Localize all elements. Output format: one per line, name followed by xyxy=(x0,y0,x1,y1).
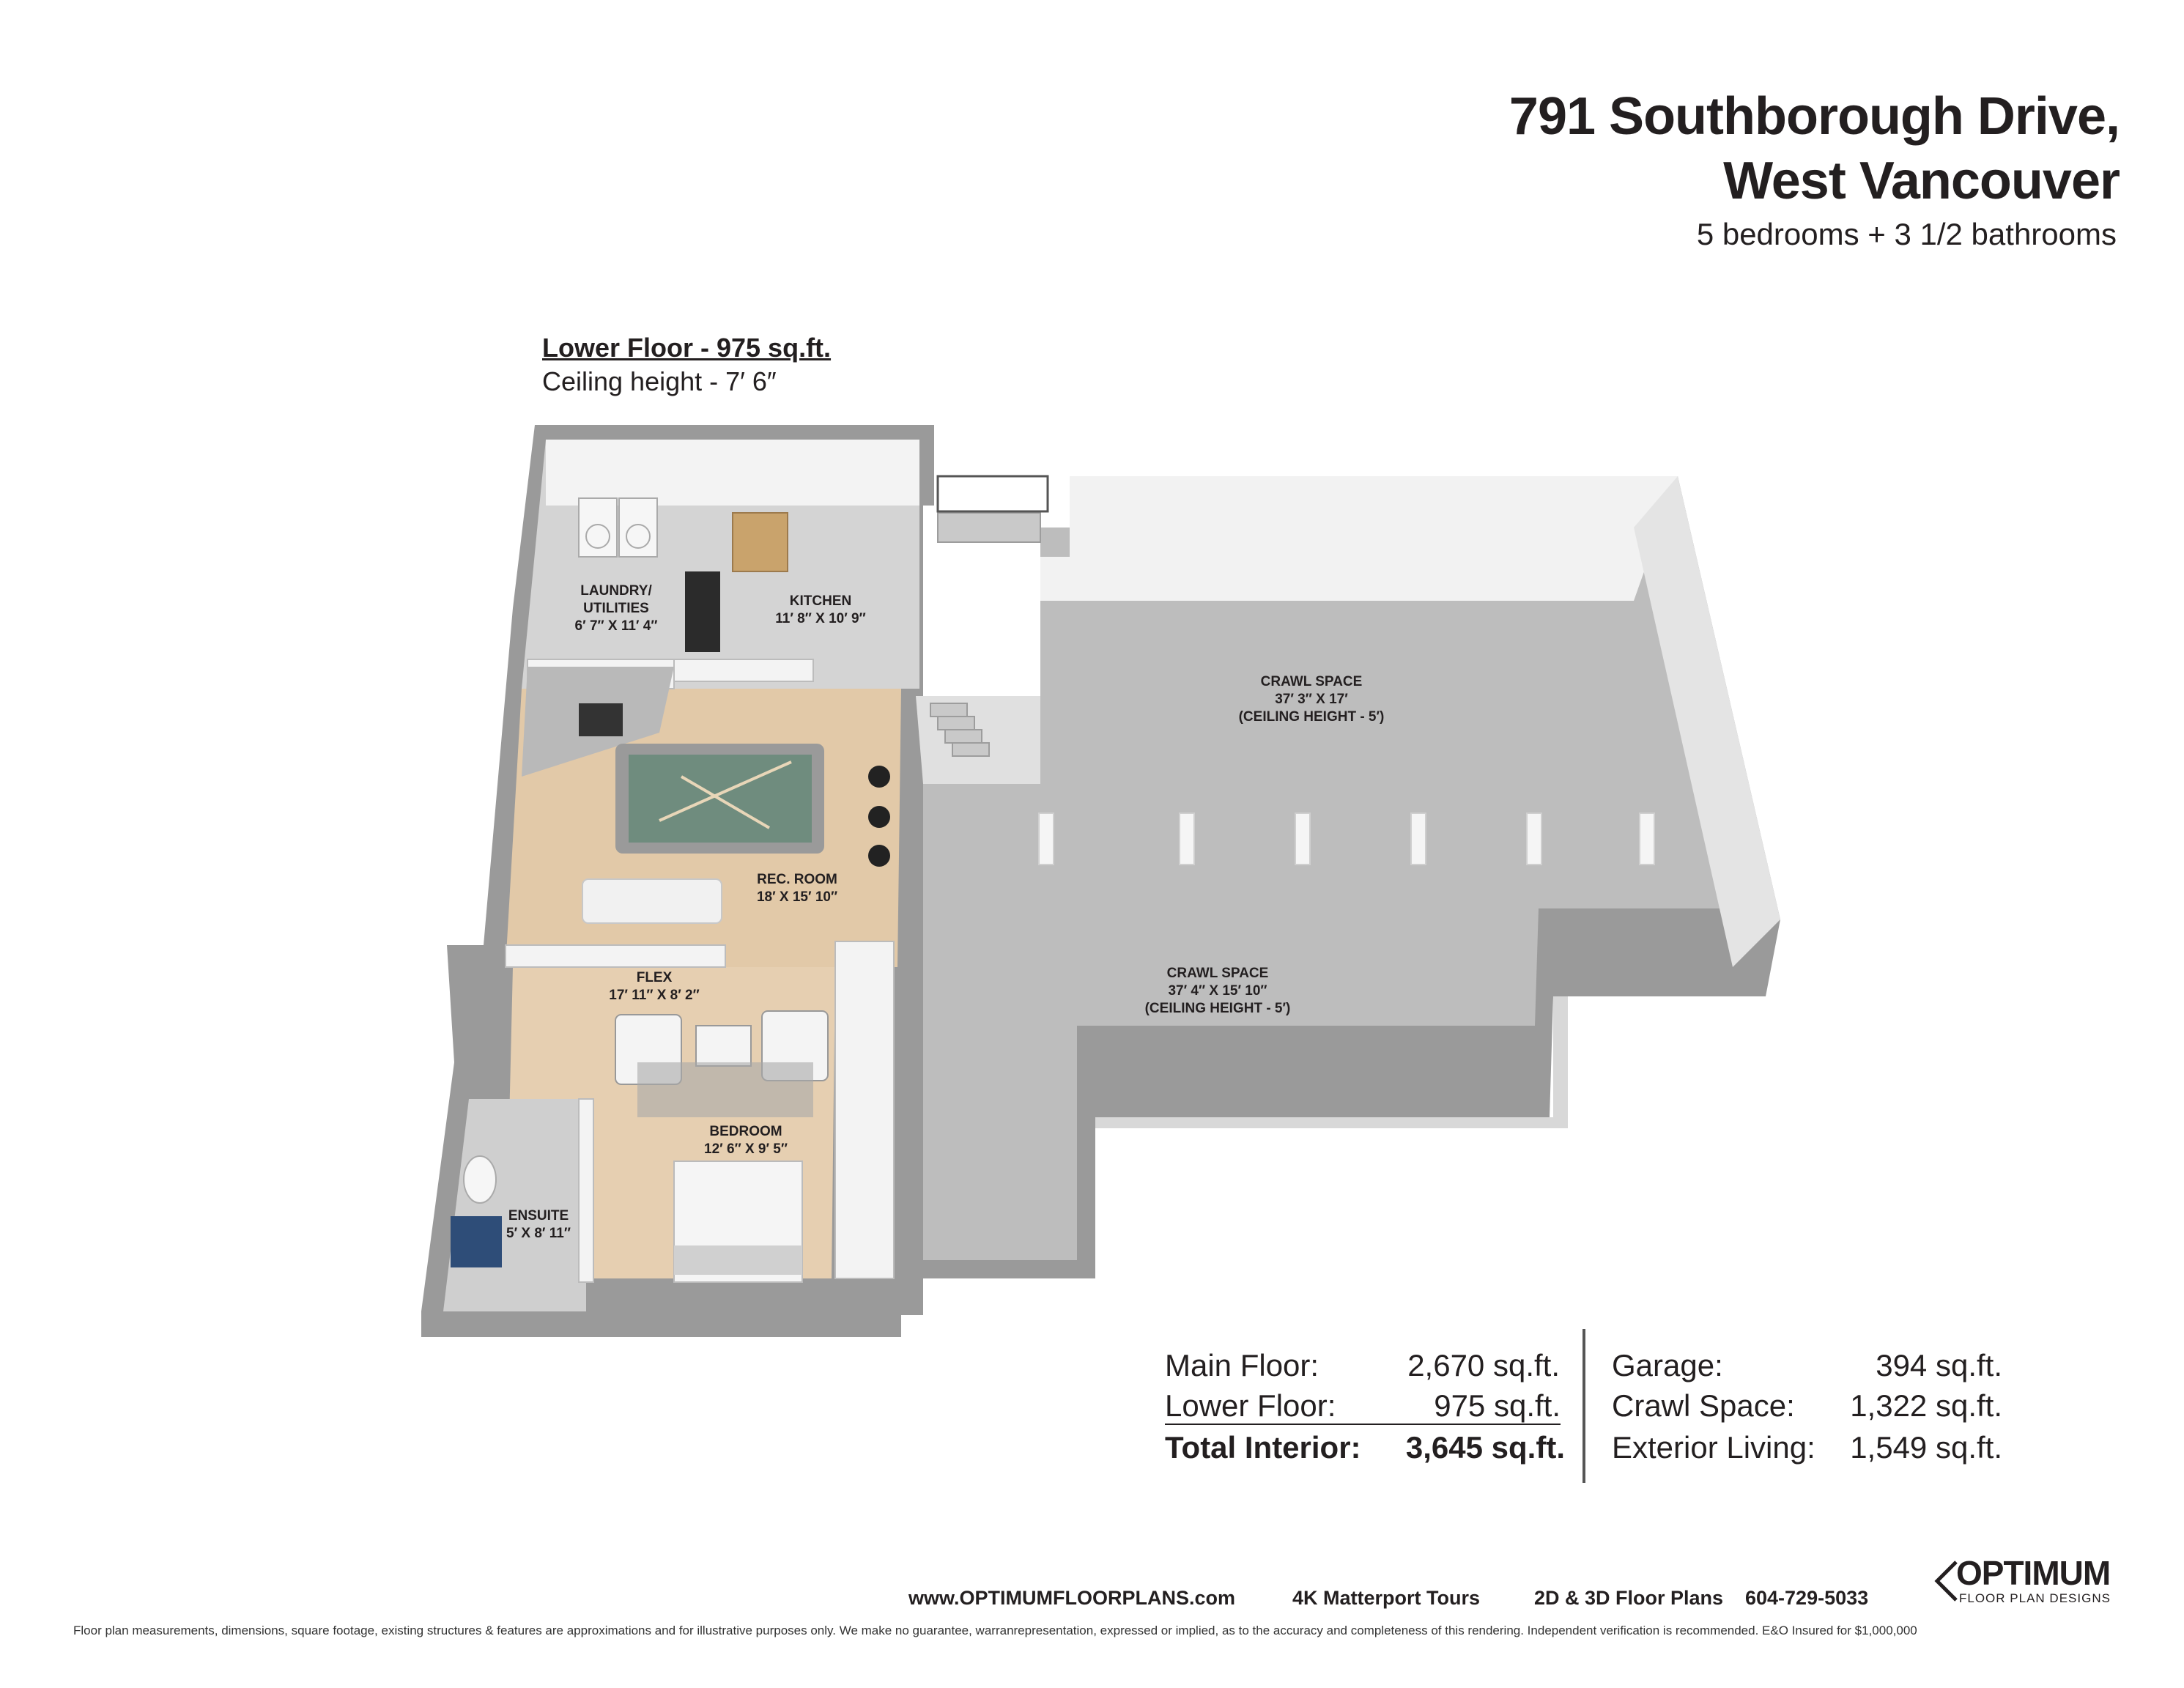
address-line-2: West Vancouver xyxy=(1723,152,2120,210)
svg-text:37′ 4″ X 15′ 10″: 37′ 4″ X 15′ 10″ xyxy=(1168,983,1267,999)
svg-text:CRAWL SPACE: CRAWL SPACE xyxy=(1260,674,1363,689)
svg-text:17′ 11″ X 8′ 2″: 17′ 11″ X 8′ 2″ xyxy=(609,988,700,1003)
floor-title: Lower Floor - 975 sq.ft. xyxy=(542,333,832,363)
utility-back-wall xyxy=(546,440,919,506)
fridge xyxy=(685,571,720,652)
website-link[interactable]: www.OPTIMUMFLOORPLANS.com xyxy=(908,1587,1236,1609)
kitchen-cabinets xyxy=(733,513,788,571)
exterior-living-value: 1,549 sq.ft. xyxy=(1850,1430,2002,1465)
svg-text:18′ X 15′ 10″: 18′ X 15′ 10″ xyxy=(756,889,838,905)
svg-text:UTILITIES: UTILITIES xyxy=(583,601,649,616)
room-label-laundry xyxy=(575,583,658,634)
bar-stools xyxy=(868,766,890,867)
fireplace xyxy=(579,703,623,736)
table-divider xyxy=(1583,1329,1585,1483)
svg-text:6′ 7″ X 11′ 4″: 6′ 7″ X 11′ 4″ xyxy=(574,618,658,634)
lower-floor-row xyxy=(1165,1388,1561,1425)
bed-bath-summary: 5 bedrooms + 3 1/2 bathrooms xyxy=(1696,217,2117,251)
lower-floor-value: 975 sq.ft. xyxy=(1434,1388,1561,1423)
logo-wordmark: OPTIMUM xyxy=(1956,1554,2111,1592)
logo-subtitle: FLOOR PLAN DESIGNS xyxy=(1959,1591,2111,1605)
svg-text:FLEX: FLEX xyxy=(636,970,673,985)
main-floor-value: 2,670 sq.ft. xyxy=(1407,1348,1560,1382)
crawl-space-value: 1,322 sq.ft. xyxy=(1850,1388,2002,1423)
bed xyxy=(674,1161,802,1282)
total-interior-value: 3,645 sq.ft. xyxy=(1405,1430,1565,1465)
pool-table xyxy=(615,744,824,854)
garage-value: 394 sq.ft. xyxy=(1876,1348,2002,1382)
disclaimer: Floor plan measurements, dimensions, square footage, existing structures & features are approximations and for illustrative purposes only. We make no guarantee, warranrepresentation, expressed or implied, as to the accuracy and completeness of this rendering. Independent verification is recommended. E&O Insured for $1,000,000 xyxy=(73,1624,1917,1637)
crawl-space-floor xyxy=(919,528,1733,1260)
svg-text:37′ 3″ X 17′: 37′ 3″ X 17′ xyxy=(1275,692,1348,707)
flex-rug xyxy=(637,1062,813,1117)
svg-text:BEDROOM: BEDROOM xyxy=(709,1124,782,1139)
exterior-living-label: Exterior Living: xyxy=(1612,1430,1815,1465)
svg-text:(CEILING HEIGHT - 5′): (CEILING HEIGHT - 5′) xyxy=(1238,709,1385,725)
optimum-logo xyxy=(1934,1553,2117,1607)
garage-label: Garage: xyxy=(1612,1348,1723,1382)
address-line-1: 791 Southborough Drive, xyxy=(1509,87,2120,146)
svg-text:(CEILING HEIGHT - 5′): (CEILING HEIGHT - 5′) xyxy=(1144,1001,1291,1016)
lower-floor-label: Lower Floor: xyxy=(1165,1388,1336,1423)
svg-text:11′ 8″ X 10′ 9″: 11′ 8″ X 10′ 9″ xyxy=(775,611,866,626)
crawl-space-label: Crawl Space: xyxy=(1612,1388,1795,1423)
svg-text:CRAWL SPACE: CRAWL SPACE xyxy=(1166,966,1269,981)
main-floor-label: Main Floor: xyxy=(1165,1348,1319,1382)
floor-plans-service: 2D & 3D Floor Plans xyxy=(1534,1587,1724,1609)
total-interior-label: Total Interior: xyxy=(1165,1430,1361,1465)
svg-text:LAUNDRY/: LAUNDRY/ xyxy=(580,583,652,599)
floor-ceiling-height: Ceiling height - 7′ 6″ xyxy=(542,366,777,396)
phone-number[interactable]: 604-729-5033 xyxy=(1745,1587,1869,1609)
svg-text:ENSUITE: ENSUITE xyxy=(508,1208,569,1224)
matterport-tours: 4K Matterport Tours xyxy=(1292,1587,1481,1609)
sofa xyxy=(582,879,722,923)
svg-text:REC. ROOM: REC. ROOM xyxy=(757,872,837,887)
svg-text:5′ X 8′ 11″: 5′ X 8′ 11″ xyxy=(506,1226,571,1241)
railing xyxy=(938,476,1048,511)
svg-text:KITCHEN: KITCHEN xyxy=(789,593,852,609)
crawl-space-back-wall xyxy=(1040,476,1678,601)
svg-text:12′ 6″ X 9′ 5″: 12′ 6″ X 9′ 5″ xyxy=(704,1141,788,1157)
